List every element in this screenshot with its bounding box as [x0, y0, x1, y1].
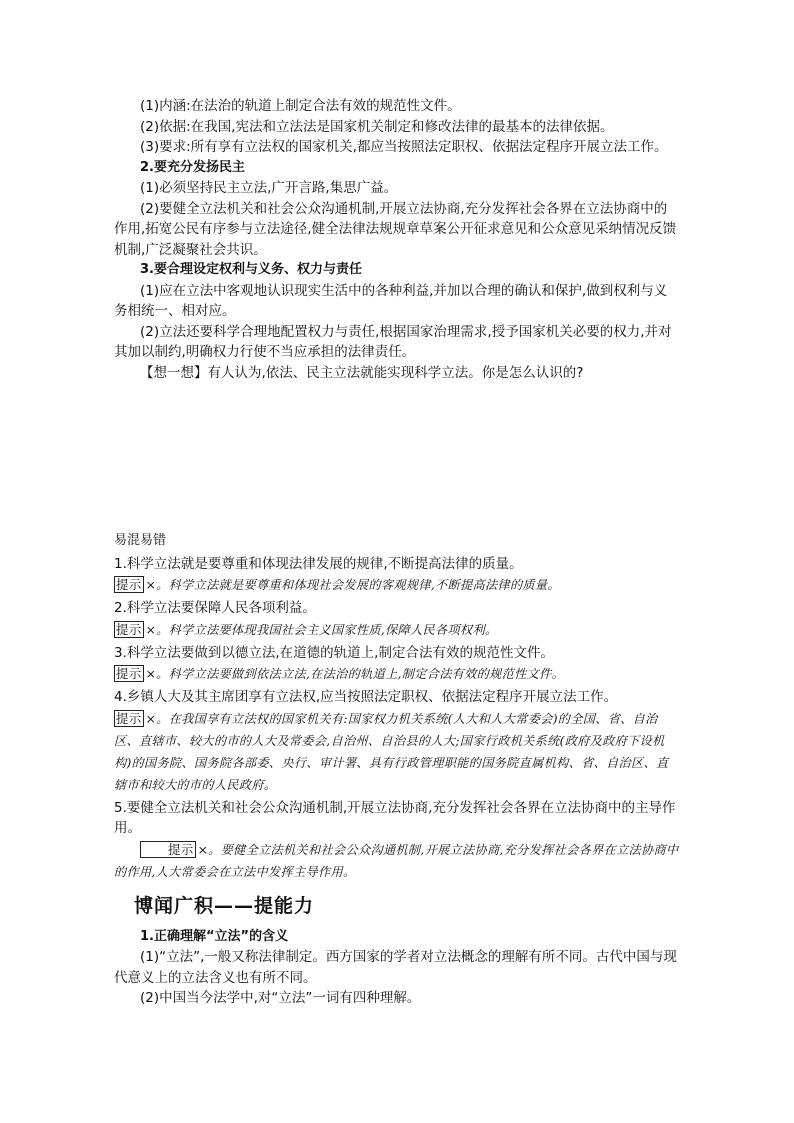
paragraph-democracy-2: (2)要健全立法机关和社会公众沟通机制,开展立法协商,充分发挥社会各界在立法协商中的作用,拓宽公民有序参与立法途径,健全法律法规规章草案公开征求意见和公众意见采纳情况反馈机制,广泛凝聚社会共识。 [114, 200, 677, 258]
section-title-broad: 博闻广积——提能力 [134, 894, 315, 917]
heading-democracy: 2.要充分发扬民主 [140, 159, 245, 175]
heading-legislation-meaning: 1.正确理解“立法”的含义 [140, 928, 289, 944]
paragraph-legislation-2: (2)中国当今法学中,对“立法”一词有四种理解。 [140, 990, 421, 1006]
paragraph-connotation: (1)内涵:在法治的轨道上制定合法有效的规范性文件。 [140, 98, 461, 114]
hint-tag: 提示 [116, 577, 142, 592]
confusion-answer-3: 提示 ×。科学立法要做到依法立法,在法治的轨道上,制定合法有效的规范性文件。 [116, 666, 565, 681]
paragraph-basis: (2)依据:在我国,宪法和立法法是国家机关制定和修改法律的最基本的法律依据。 [140, 118, 614, 135]
confusion-title: 易混易错 [114, 533, 167, 548]
document-page [114, 96, 680, 1009]
heading-rights: 3.要合理设定权利与义务、权力与责任 [140, 262, 362, 277]
confusion-question-3: 3.科学立法要做到以德立法,在道德的轨道上,制定合法有效的规范性文件。 [114, 644, 554, 661]
hint-tag: 提示 [116, 666, 142, 681]
paragraph-requirement: (3)要求:所有享有立法权的国家机关,都应当按照法定职权、依据法定程序开展立法工作。 [140, 139, 668, 155]
confusion-question-5: 5.要健全立法机关和社会公众沟通机制,开展立法协商,充分发挥社会各界在立法协商中的主导作用。 [114, 799, 676, 836]
paragraph-legislation-1: (1)“立法”,一般又称法律制定。西方国家的学者对立法概念的理解有所不同。古代中国与现代意义上的立法含义也有所不同。 [114, 949, 677, 986]
confusion-answer-4: 提示 ×。在我国享有立法权的国家机关有:国家权力机关系统(人大和人大常委会)的全国、省、自治区、直辖市、较大的市的人大及常委会,自治州、自治县的人大;国家行政机关系统(政府及政府下设机构)的国务院、国务院各部委、央行、审计署、具有行政管理职能的国务院直属机构、省、自治区、直辖市和较大的市的人民政府。 [114, 710, 669, 792]
answer-blank-space [114, 383, 680, 527]
confusion-question-1: 1.科学立法就是要尊重和体现法律发展的规律,不断提高法律的质量。 [114, 555, 523, 572]
confusion-answer-1: 提示 ×。科学立法就是要尊重和体现社会发展的客观规律,不断提高法律的质量。 [116, 577, 560, 592]
hint-tag: 提示 [116, 710, 142, 726]
confusion-question-2: 2.科学立法要保障人民各项利益。 [114, 600, 316, 616]
hint-tag: 提示 [116, 621, 142, 637]
paragraph-democracy-1: (1)必须坚持民主立法,广开言路,集思广益。 [140, 180, 398, 196]
paragraph-rights-1: (1)应在立法中客观地认识现实生活中的各种利益,并加以合理的确认和保护,做到权利与义务相统一、相对应。 [114, 282, 668, 319]
confusion-answer-2: 提示 ×。科学立法要体现我国社会主义国家性质,保障人民各项权利。 [116, 621, 498, 637]
confusion-answer-5: 提示 ×。要健全立法机关和社会公众沟通机制,开展立法协商,充分发挥社会各界在立法协商中的作用,人大常委会在立法中发挥主导作用。 [114, 841, 679, 879]
paragraph-rights-2: (2)立法还要科学合理地配置权力与责任,根据国家治理需求,授予国家机关必要的权力,并对其加以制约,明确权力行使不当应承担的法律责任。 [114, 323, 672, 360]
think-question: 【想一想】有人认为,依法、民主立法就能实现科学立法。你是怎么认识的? [140, 364, 584, 381]
hint-tag: 提示 [140, 841, 196, 858]
confusion-question-4: 4.乡镇人大及其主席团享有立法权,应当按照法定职权、依据法定程序开展立法工作。 [114, 689, 618, 705]
